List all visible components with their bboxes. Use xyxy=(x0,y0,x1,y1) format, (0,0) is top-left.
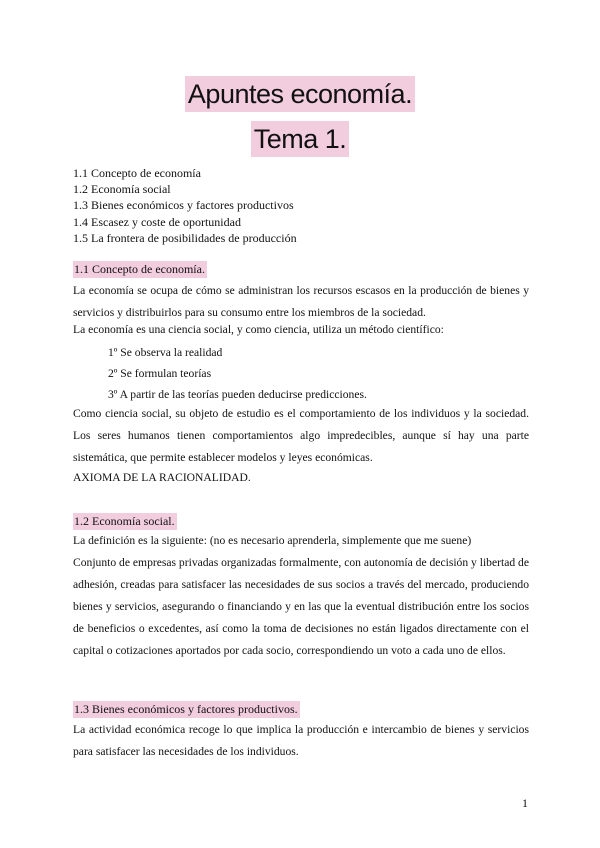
paragraph: La economía se ocupa de cómo se administran los recursos escasos en la producción de bienes y servicios y distribuirlos para su consumo entre los miembros de la sociedad. xyxy=(73,284,529,319)
table-of-contents xyxy=(73,165,297,246)
paragraph: AXIOMA DE LA RACIONALIDAD. xyxy=(73,471,251,484)
section-heading: 1.3 Bienes económicos y factores productivos. xyxy=(74,702,298,716)
paragraph: La definición es la siguiente: (no es necesario aprenderla, simplemente que me suene) xyxy=(73,534,472,547)
list-item: 2º Se formulan teorías xyxy=(108,367,212,380)
document-subtitle: Tema 1. xyxy=(0,121,600,157)
section-heading: 1.2 Economía social. xyxy=(74,514,175,528)
toc-item: 1.5 La frontera de posibilidades de producción xyxy=(73,230,297,245)
section-heading: 1.1 Concepto de economía. xyxy=(74,262,205,276)
document-title: Apuntes economía. xyxy=(0,76,600,112)
paragraph: La actividad económica recoge lo que implica la producción e intercambio de bienes y servicios para satisfacer las necesidades de los individuos. xyxy=(73,723,529,758)
list-item: 1º Se observa la realidad xyxy=(108,346,223,359)
paragraph: La economía es una ciencia social, y como ciencia, utiliza un método científico: xyxy=(73,323,444,336)
list-item: 3º A partir de las teorías pueden deducirse predicciones. xyxy=(108,388,367,401)
paragraph: Conjunto de empresas privadas organizadas formalmente, con autonomía de decisión y libertad de adhesión, creadas para satisfacer las necesidades de sus socios a través del mercado, produciendo bienes y servicios, asegurando o financiando y en las que la eventual distribución entre los socios de beneficios o excedentes, así como la toma de decisiones no están ligados directamente con el capital o cotizaciones aportados por cada socio, correspondiendo un voto a cada uno de ellos. xyxy=(73,556,529,657)
paragraph: Como ciencia social, su objeto de estudio es el comportamiento de los individuos y la sociedad. Los seres humanos tienen comportamientos algo impredecibles, aunque sí hay una parte sistemática, que permite establecer modelos y leyes económicas. xyxy=(73,407,529,464)
toc-item: 1.4 Escasez y coste de oportunidad xyxy=(73,214,241,229)
page-number: 1 xyxy=(522,796,528,810)
toc-item: 1.1 Concepto de economía xyxy=(73,166,201,180)
toc-item: 1.2 Economía social xyxy=(73,182,171,197)
toc-item: 1.3 Bienes económicos y factores productivos xyxy=(73,198,294,213)
